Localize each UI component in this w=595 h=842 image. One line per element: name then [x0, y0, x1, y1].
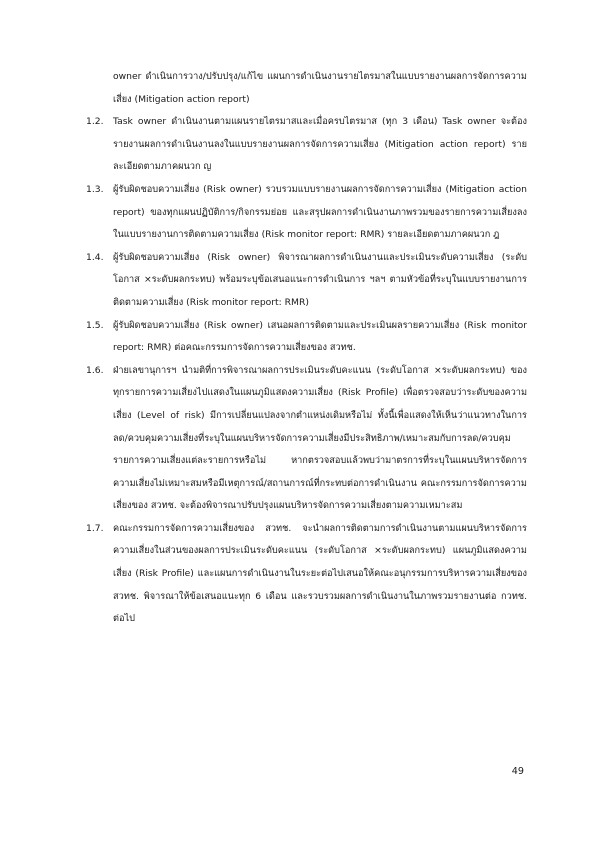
item-text: ฝ่ายเลขานุการฯ นำมติที่การพิจารณาผลการประเมินระดับคะแนน (ระดับโอกาส ×ระดับผลกระทบ) ของทุกรายการความเสี่ยงไปแสดงในแผนภูมิแสดงความเสี่ยง (Risk Profile) เพื่อตรวจสอบว่าระดับของความเสี่ยง (Level of risk) มีการเปลี่ยนแปลงจากตำแหน่งเดิมหรือไม่ ทั้งนี้เพื่อแสดงให้เห็นว่าแนวทางในการลด/ควบคุมความเสี่ยงที่ระบุในแผนบริหารจัดการความเสี่ยงมีประสิทธิภาพ/เหมาะสมกับการลด/ควบคุมรายการความเสี่ยงแต่ละรายการหรือไม่ หากตรวจสอบแล้วพบว่ามาตรการที่ระบุในแผนบริหารจัดการความเสี่ยงไม่เหมาะสมหรือมีเหตุการณ์/สถานการณ์ที่กระทบต่อการดำเนินงาน คณะกรรมการจัดการความเสี่ยงของ สวทช. จะต้องพิจารณาปรับปรุงแผนบริหารจัดการความเสี่ยงตามความเหมาะสม: [113, 364, 527, 512]
item-number: 1.3.: [86, 183, 104, 195]
document-body: [0, 66, 595, 631]
list-item: [0, 111, 595, 179]
item-number: 1.5.: [86, 319, 104, 331]
item-text: ผู้รับผิดชอบความเสี่ยง (Risk owner) พิจารณาผลการดำเนินงานและประเมินระดับความเสี่ยง (ระดับโอกาส ×ระดับผลกระทบ) พร้อมระบุข้อเสนอแนะการดำเนินการ ฯลฯ ตามหัวข้อที่ระบุในแบบรายงานการติดตามความเสี่ยง (Risk monitor report: RMR): [113, 251, 527, 308]
item-text: ผู้รับผิดชอบความเสี่ยง (Risk owner) เสนอผลการติดตามและประเมินผลรายความเสี่ยง (Risk monitor report: RMR) ต่อคณะกรรมการจัดการความเสี่ยงของ สวทช.: [113, 319, 527, 354]
item-number: 1.7.: [86, 522, 104, 534]
list-item: [0, 315, 595, 360]
item-number: 1.2.: [86, 116, 104, 128]
item-text: owner ดำเนินการวาง/ปรับปรุง/แก้ไข แผนการดำเนินงานรายไตรมาสในแบบรายงานผลการจัดการความเสี่ยง (Mitigation action report): [113, 71, 527, 105]
item-text: Task owner ดำเนินงานตามแผนรายไตรมาสและเมื่อครบไตรมาส (ทุก 3 เดือน) Task owner จะต้องรายงานผลการดำเนินงานลงในแบบรายงานผลการจัดการความเสี่ยง (Mitigation action report) รายละเอียดตามภาคผนวก ญ: [113, 116, 527, 173]
item-text: คณะกรรมการจัดการความเสี่ยงของ สวทช. จะนำผลการติดตามการดำเนินงานตามแผนบริหารจัดการความเสี่ยงในส่วนของผลการประเมินระดับคะแนน (ระดับโอกาส ×ระดับผลกระทบ) แผนภูมิแสดงความเสี่ยง (Risk Profile) และแผนการดำเนินงานในระยะต่อไปเสนอให้คณะอนุกรรมการบริหารความเสี่ยงของ สวทช. พิจารณาให้ข้อเสนอแนะทุก 6 เดือน และรวบรวมผลการดำเนินงานในภาพรวมรายงานต่อ กวทช. ต่อไป: [113, 522, 527, 625]
page-number: 49: [511, 766, 524, 777]
item-number: 1.6.: [86, 364, 104, 376]
list-item: [0, 247, 595, 315]
list-item-continuation: [0, 66, 595, 111]
list-item: [0, 518, 595, 631]
item-number: 1.4.: [86, 251, 104, 263]
list-item: [0, 360, 595, 518]
list-item: [0, 179, 595, 247]
item-text: ผู้รับผิดชอบความเสี่ยง (Risk owner) รวบรวมแบบรายงานผลการจัดการความเสี่ยง (Mitigation action report) ของทุกแผนปฏิบัติการ/กิจกรรมย่อย และสรุปผลการดำเนินงานภาพรวมของรายการความเสี่ยงลงในแบบรายงานการติดตามความเสี่ยง (Risk monitor report: RMR) รายละเอียดตามภาคผนวก ฎ: [113, 183, 527, 241]
